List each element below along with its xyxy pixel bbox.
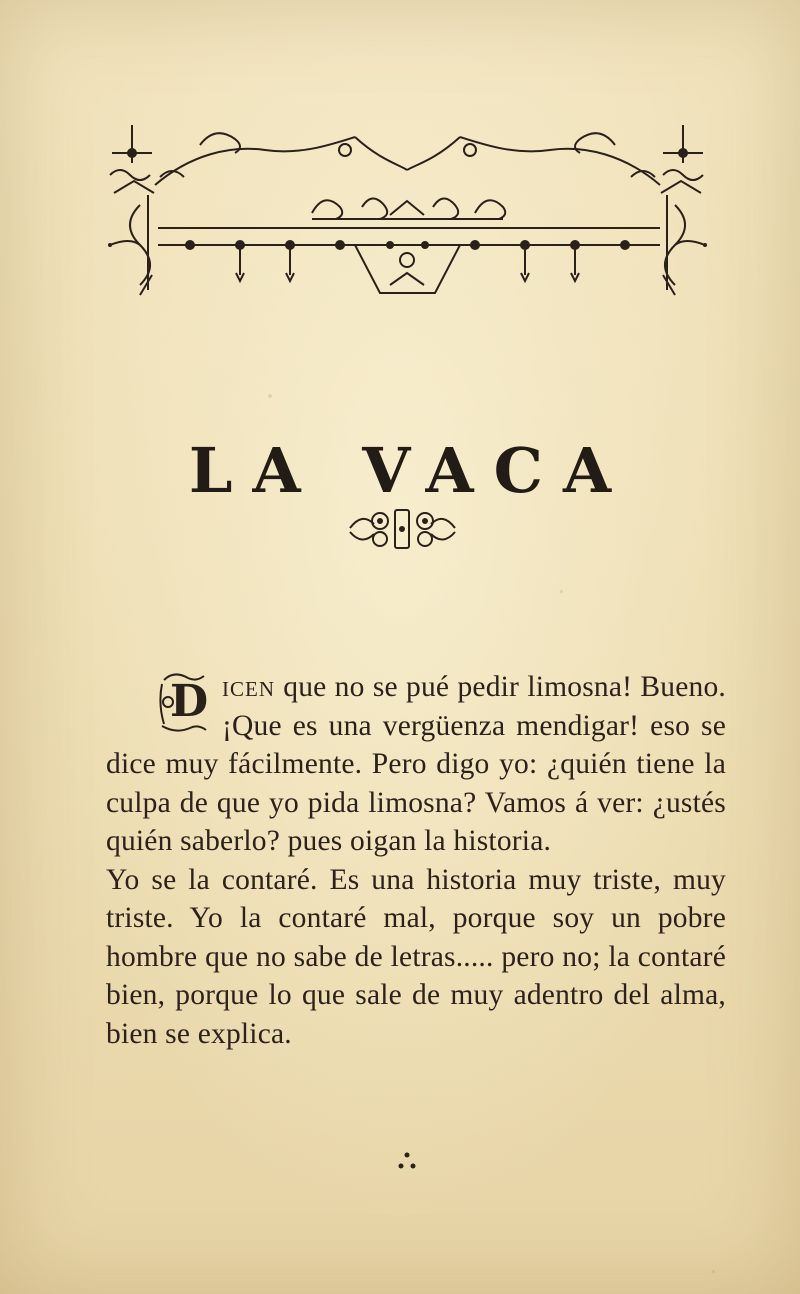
paragraph-1: [106, 668, 726, 861]
first-word-rest: icen: [222, 671, 275, 703]
paper-spot: [712, 1270, 715, 1273]
three-dot-end-mark-icon: [395, 1150, 419, 1174]
drop-cap: [158, 672, 218, 734]
flourish-icon: [345, 506, 460, 552]
paragraph-2: Yo se la contaré. Es una historia muy triste, muy triste. Yo la contaré mal, porque soy un pobre hombre que no sabe de letras..... pero no; la contaré bien, porque lo que sale de muy adentro del alma, bien se explica.: [106, 863, 726, 1050]
page-title: LA VACA: [188, 434, 632, 507]
paragraph-1-body: que no se pué pedir limosna! Bueno. ¡Que es una vergüenza mendigar! eso se dice muy fácilmente. Pero digo yo: ¿quién tiene la culpa de que yo pida limosna? Vamos á ver: ¿ustés quién saberlo? pues oigan la historia.: [106, 671, 726, 857]
paper-spot: [268, 394, 272, 398]
paper-spot: [560, 590, 563, 593]
dropcap-letter: D: [170, 676, 209, 727]
ornamental-header-icon: [100, 115, 715, 315]
story-text: [106, 668, 726, 1053]
